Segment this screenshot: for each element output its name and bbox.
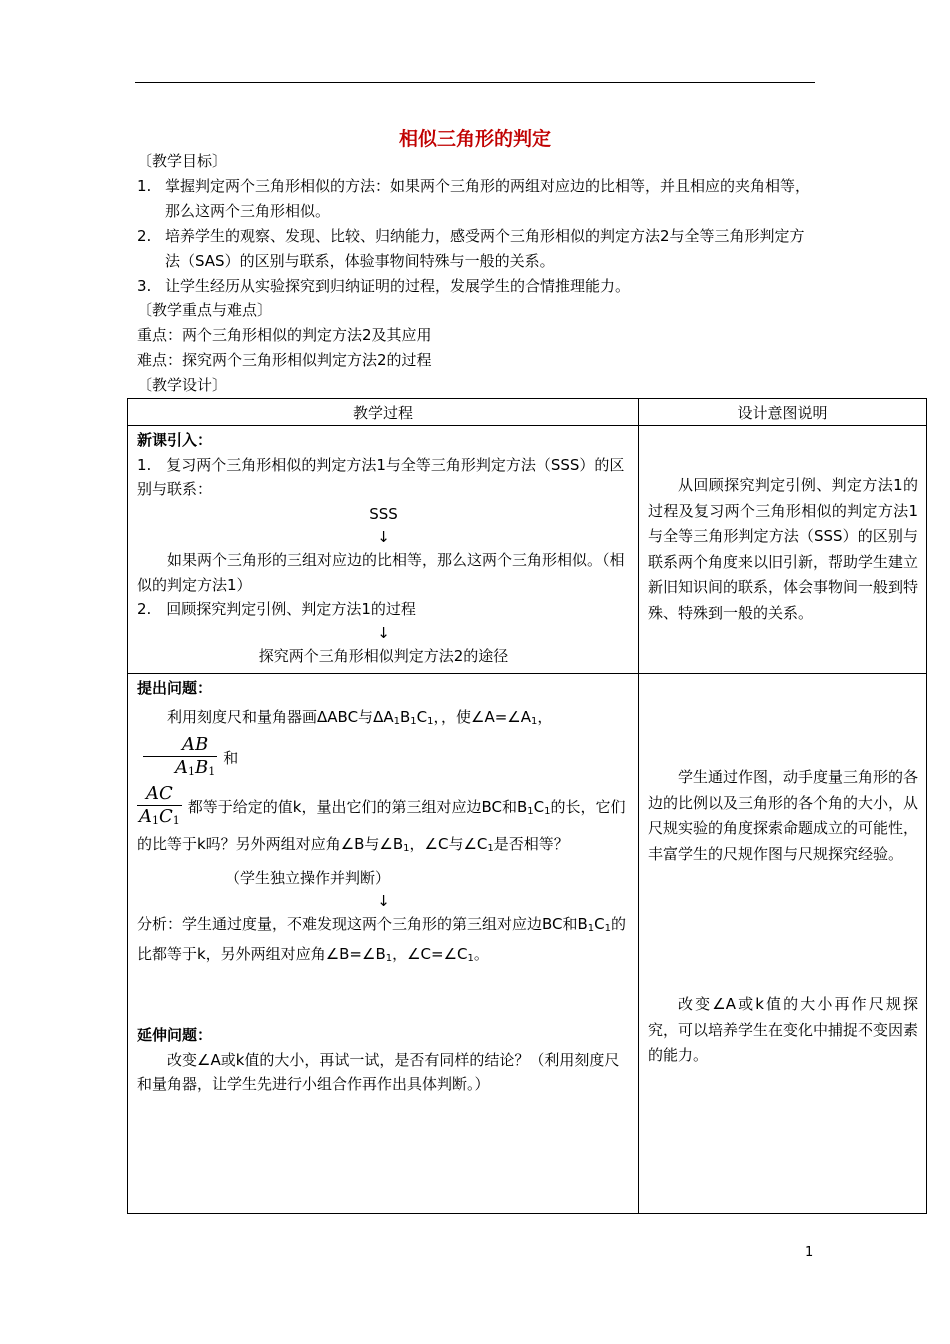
- design-heading: 〔教学设计〕: [137, 376, 228, 394]
- fraction-ac-a1c1: $\frac{AC}{A_1C_1}$: [139, 783, 180, 827]
- intro-item-2: 2. 回顾探究判定引例、判定方法1的过程: [137, 600, 416, 618]
- extension-text: 改变∠A或k值的大小，再试一试，是否有同样的结论？（利用刻度尺和量角器，让学生先进行小组合作再作出具体判断。）: [137, 1050, 620, 1093]
- question-intent-text: 学生通过作图，动手度量三角形的各边的比例以及三角形的各个角的大小，从尺规实验的角度探索命题成立的可能性，丰富学生的尺规作图与尺规探究经验。: [648, 768, 919, 863]
- triangle-a1b1c1: $\Delta A_1B_1C_1$: [373, 707, 434, 727]
- triangle-abc: ΔABC: [317, 707, 359, 726]
- page-title: 相似三角形的判定: [398, 128, 551, 150]
- teaching-design-table: [127, 398, 927, 1214]
- extension-intent-text: 改变∠A或k值的大小再作尺规探究，可以培养学生在变化中捕捉不变因素的能力。: [648, 995, 919, 1064]
- intro-intent-text: 从回顾探究判定引例、判定方法1的过程及复习两个三角形相似的判定方法1与全等三角形判定方法（SSS）的区别与联系两个角度来以旧引新，帮助学生建立新旧知识间的联系，体会事物间一般到特殊、特殊到一般的关系。: [648, 476, 919, 622]
- question-process-cell: [128, 674, 639, 1214]
- analysis-text: 分析：学生通过度量，不难发现这两个三角形的第三组对应边BC和$B_1C_1$的比都等于k，另外两组对应角$\angle B=\angle B_1$，$\angle C=\angle C_1$。: [137, 915, 627, 964]
- header-rule: [135, 82, 815, 83]
- header-process: 教学过程: [128, 399, 639, 426]
- page-number: 1: [805, 1245, 814, 1260]
- objective-item-3: [137, 274, 817, 299]
- objective-item-2: [137, 224, 817, 273]
- extension-heading: 延伸问题：: [137, 1026, 213, 1044]
- intro-intent-cell: [639, 426, 927, 674]
- objective-number: 3.: [137, 277, 152, 295]
- down-arrow-icon: ↓: [377, 528, 390, 546]
- sss-label: SSS: [369, 504, 398, 523]
- intro-item-1: 1. 复习两个三角形相似的判定方法1与全等三角形判定方法（SSS）的区别与联系：: [137, 455, 625, 498]
- down-arrow-icon: ↓: [377, 892, 390, 910]
- objective-item-1: [137, 174, 817, 223]
- objectives-heading: 〔教学目标〕: [137, 152, 228, 170]
- objective-number: 2.: [137, 227, 152, 245]
- key-heading: 〔教学重点与难点〕: [137, 301, 273, 319]
- student-operation: （学生独立操作并判断）: [225, 868, 391, 887]
- intro-process-cell: [128, 426, 639, 674]
- similarity-rule-1: 如果两个三角形的三组对应边的比相等，那么这两个三角形相似。（相似的判定方法1）: [137, 551, 625, 594]
- intro-heading: 新课引入：: [137, 431, 213, 449]
- question-heading: 提出问题：: [137, 679, 213, 697]
- objective-text: 培养学生的观察、发现、比较、归纳能力，感受两个三角形相似的判定方法2与全等三角形判定方法（SAS）的区别与联系，体验事物间特殊与一般的关系。: [165, 227, 805, 270]
- header-intent: 设计意图说明: [639, 399, 927, 426]
- explore-path: 探究两个三角形相似判定方法2的途径: [258, 646, 509, 665]
- down-arrow-icon: ↓: [377, 623, 390, 642]
- question-intent-cell: [639, 674, 927, 1214]
- question-paragraph: 利用刻度尺和量角器画ΔABC与$\Delta A_1B_1C_1$，，使$\angle A=\angle A_1$， $\frac{AB}{A_1B_1}$ 和: [137, 705, 630, 784]
- objective-number: 1.: [137, 177, 152, 195]
- fraction-ab-a1b1: $\frac{AB}{A_1B_1}$: [143, 734, 217, 783]
- objective-text: 掌握判定两个三角形相似的方法：如果两个三角形的两组对应边的比相等，并且相应的夹角相等，那么这两个三角形相似。: [165, 177, 811, 220]
- question-paragraph-cont: $\frac{AC}{A_1C_1}$ 都等于给定的值k，量出它们的第三组对应边BC和$B_1C_1$的长，它们的比等于k吗？另外两组对应角∠B与$\angle B_1$，∠C与$\angle C_1$是否相等？: [137, 783, 626, 854]
- difficulty: 难点：探究两个三角形相似判定方法2的过程: [137, 351, 432, 369]
- objective-text: 让学生经历从实验探究到归纳证明的过程，发展学生的合情推理能力。: [165, 277, 631, 295]
- key-point: 重点：两个三角形相似的判定方法2及其应用: [137, 326, 432, 344]
